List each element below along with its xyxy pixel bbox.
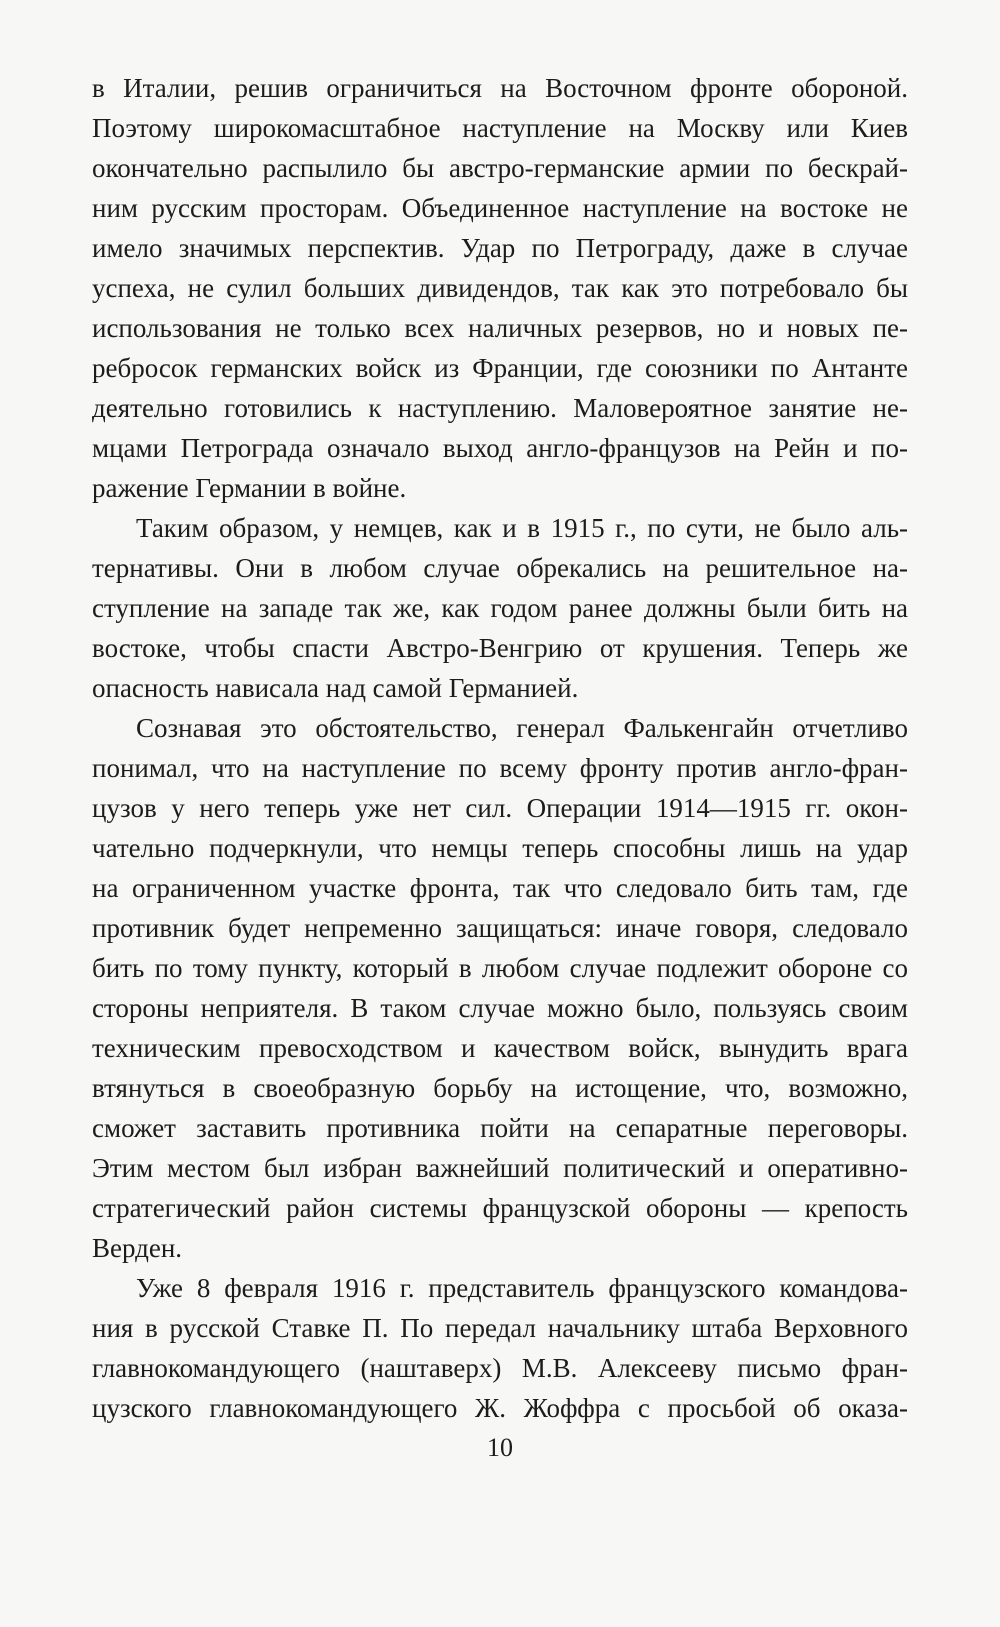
text-line: стороны неприятеля. В таком случае можно было, пользуясь своим: [92, 993, 908, 1023]
text-line: ним русским просторам. Объединенное наступление на востоке не: [92, 193, 908, 223]
text-line: деятельно готовились к наступлению. Маловероятное занятие не-: [92, 393, 908, 423]
text-line: чательно подчеркнули, что немцы теперь способны лишь на удар: [92, 833, 908, 863]
text-line: Этим местом был избран важнейший политический и оперативно-: [92, 1153, 908, 1183]
text-line: опасность нависала над самой Германией.: [92, 673, 579, 703]
book-page: [92, 68, 908, 1608]
page-number: 10: [487, 1433, 513, 1462]
text-line: на ограниченном участке фронта, так что следовало бить там, где: [92, 873, 908, 903]
text-line: сможет заставить противника пойти на сепаратные переговоры.: [92, 1113, 908, 1143]
text-line: ступление на западе так же, как годом ранее должны были бить на: [92, 593, 908, 623]
text-line: цузов у него теперь уже нет сил. Операции 1914—1915 гг. окон-: [92, 793, 908, 823]
text-line: в Италии, решив ограничиться на Восточном фронте обороной.: [92, 73, 908, 103]
text-line: ния в русской Ставке П. По передал начальнику штаба Верховного: [92, 1313, 908, 1343]
text-line: понимал, что на наступление по всему фронту против англо-фран-: [92, 753, 908, 783]
text-line: цузского главнокомандующего Ж. Жоффра с просьбой об оказа-: [92, 1393, 908, 1423]
paragraph-start-line: Сознавая это обстоятельство, генерал Фалькенгайн отчетливо: [136, 713, 908, 743]
text-line: успеха, не сулил больших дивидендов, так как это потребовало бы: [92, 273, 908, 303]
text-line: тернативы. Они в любом случае обрекались на решительное на-: [92, 553, 908, 583]
text-line: использования не только всех наличных резервов, но и новых пе-: [92, 313, 908, 343]
body-text: [92, 68, 908, 1428]
text-line: имело значимых перспектив. Удар по Петрограду, даже в случае: [92, 233, 908, 263]
text-line: окончательно распылило бы австро-германские армии по бескрай-: [92, 153, 908, 183]
text-line: бить по тому пункту, который в любом случае подлежит обороне со: [92, 953, 908, 983]
text-line: мцами Петрограда означало выход англо-французов на Рейн и по-: [92, 433, 908, 463]
text-line: Верден.: [92, 1233, 183, 1263]
text-line: стратегический район системы французской обороны — крепость: [92, 1193, 908, 1223]
text-line: востоке, чтобы спасти Австро-Венгрию от крушения. Теперь же: [92, 633, 908, 663]
text-line: техническим превосходством и качеством войск, вынудить врага: [92, 1033, 908, 1063]
paragraph-start-line: Уже 8 февраля 1916 г. представитель французского командова-: [136, 1273, 908, 1303]
text-line: ражение Германии в войне.: [92, 473, 407, 503]
paragraph-start-line: Таким образом, у немцев, как и в 1915 г., по сути, не было аль-: [136, 513, 908, 543]
text-line: Поэтому широкомасштабное наступление на Москву или Киев: [92, 113, 908, 143]
text-line: втянуться в своеобразную борьбу на истощение, что, возможно,: [92, 1073, 908, 1103]
text-line: главнокомандующего (наштаверх) М.В. Алексееву письмо фран-: [92, 1353, 908, 1383]
text-line: ребросок германских войск из Франции, где союзники по Антанте: [92, 353, 908, 383]
text-line: противник будет непременно защищаться: иначе говоря, следовало: [92, 913, 908, 943]
